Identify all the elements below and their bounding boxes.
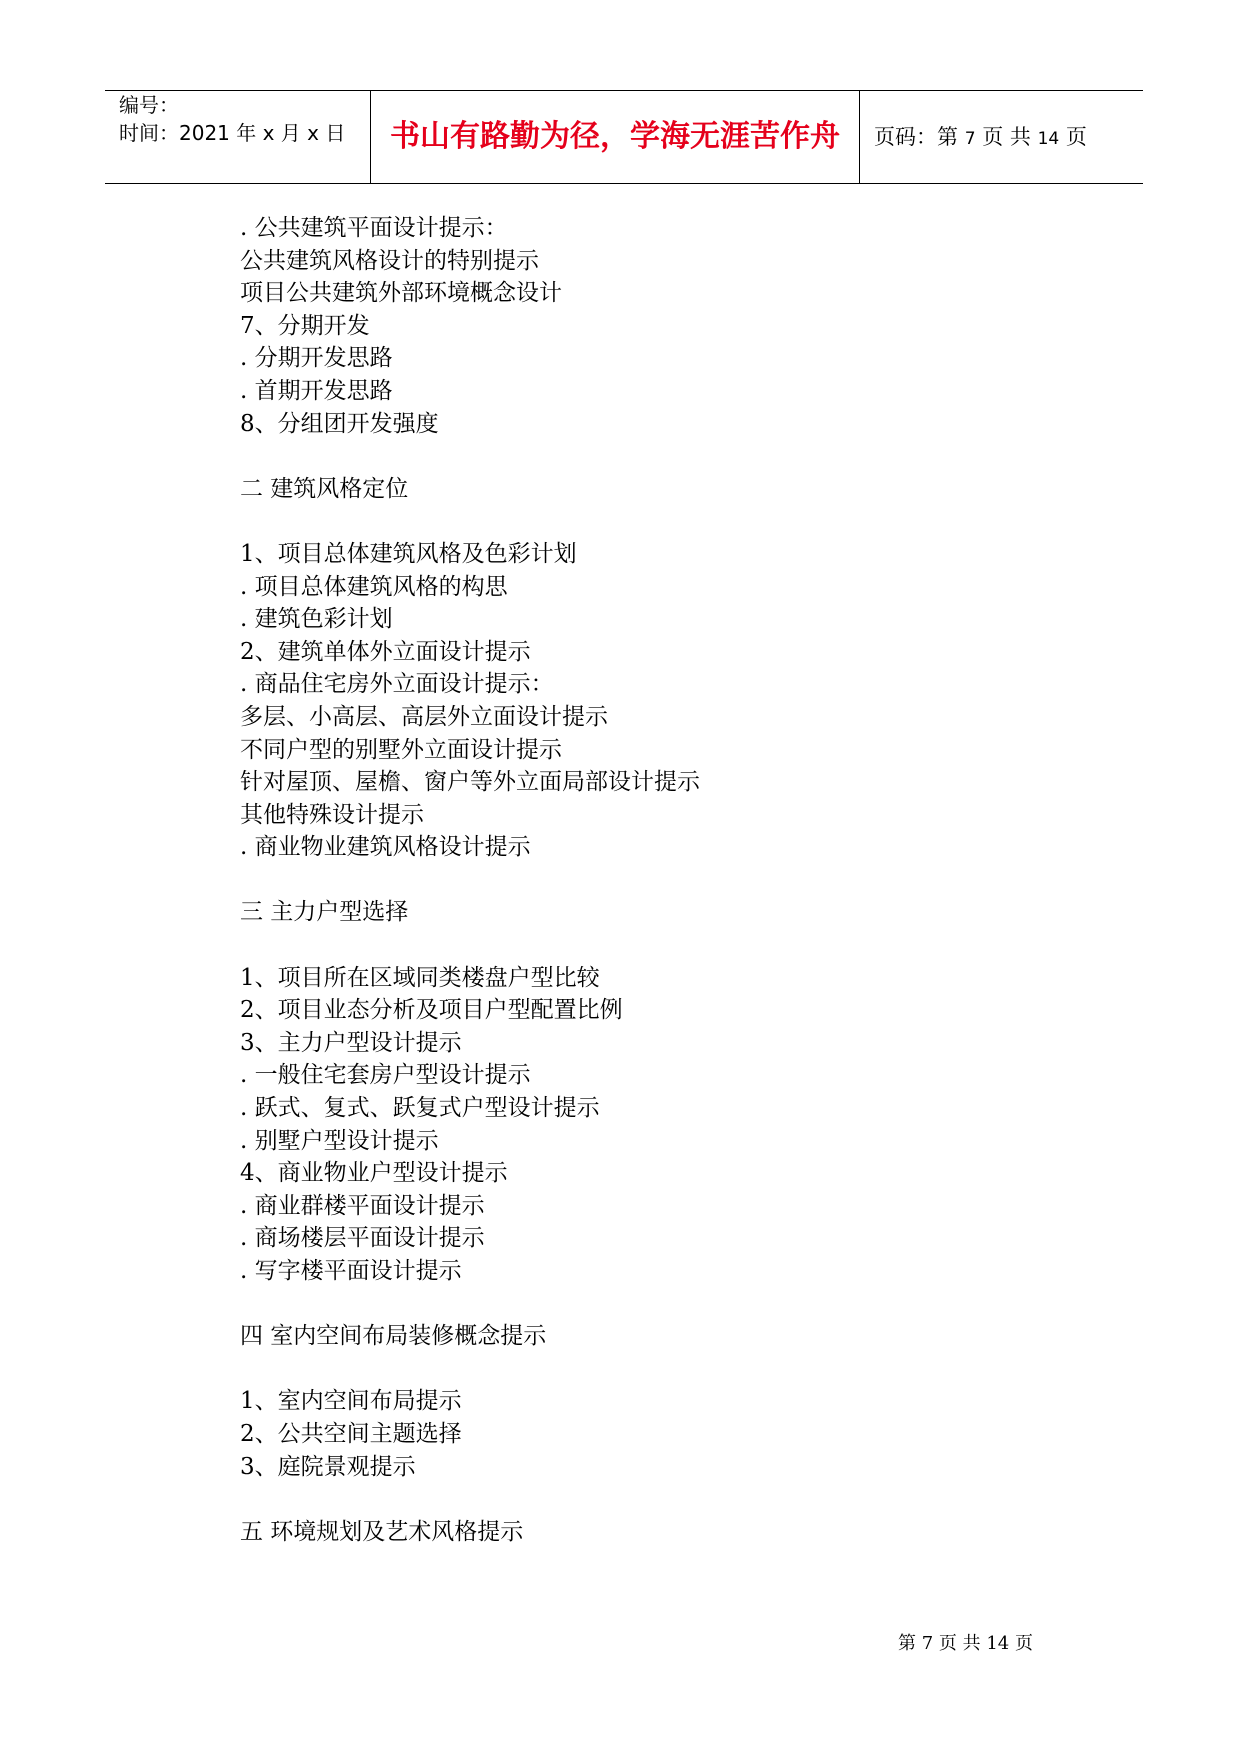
blank-line [240, 929, 1120, 962]
text-line: . 一般住宅套房户型设计提示 [240, 1062, 531, 1089]
text-line: 2、建筑单体外立面设计提示 [240, 638, 531, 665]
text-line: . 商业群楼平面设计提示 [240, 1192, 485, 1219]
blank-line [240, 1483, 1120, 1516]
text-line: 不同户型的别墅外立面设计提示 [240, 736, 562, 763]
text-line: 1、项目所在区域同类楼盘户型比较 [240, 964, 600, 991]
text-line: 二 建筑风格定位 [240, 475, 409, 502]
page-header [105, 90, 1143, 184]
text-line: . 建筑色彩计划 [240, 606, 393, 633]
text-line: . 跃式、复式、跃复式户型设计提示 [240, 1095, 600, 1122]
page-code-middle: 页 共 [982, 125, 1031, 149]
text-line: . 首期开发思路 [240, 377, 393, 404]
text-line: 1、项目总体建筑风格及色彩计划 [240, 540, 577, 567]
text-line: 五 环境规划及艺术风格提示 [240, 1518, 524, 1545]
time-label: 时间：2021 年 x 月 x 日 [119, 121, 346, 145]
blank-line [240, 1353, 1120, 1386]
text-line: 多层、小高层、高层外立面设计提示 [240, 703, 608, 730]
text-line: . 写字楼平面设计提示 [240, 1258, 462, 1284]
text-line: . 公共建筑平面设计提示： [240, 215, 508, 241]
header-left-cell [105, 91, 370, 183]
page-total: 14 [1037, 129, 1060, 149]
text-line: 针对屋顶、屋檐、窗户等外立面局部设计提示 [240, 769, 700, 796]
text-line: 2、公共空间主题选择 [240, 1420, 462, 1447]
text-line: 4、商业物业户型设计提示 [240, 1160, 508, 1187]
text-line: . 商场楼层平面设计提示 [240, 1225, 485, 1252]
text-line: . 项目总体建筑风格的构思 [240, 573, 508, 600]
text-line: 3、主力户型设计提示 [240, 1029, 462, 1056]
document-body [240, 212, 1120, 1548]
blank-line [240, 440, 1120, 473]
page-footer: 第 7 页 共 14 页 [898, 1633, 1033, 1654]
blank-line [240, 1288, 1120, 1321]
text-line: 四 室内空间布局装修概念提示 [240, 1323, 547, 1350]
text-line: 2、项目业态分析及项目户型配置比例 [240, 997, 623, 1024]
page-code-prefix: 页码：第 [874, 125, 958, 149]
serial-number-label: 编号： [119, 93, 179, 117]
text-line: 三 主力户型选择 [240, 899, 409, 926]
text-line: 1、室内空间布局提示 [240, 1388, 462, 1415]
text-line: . 别墅户型设计提示 [240, 1127, 439, 1154]
text-line: . 商业物业建筑风格设计提示 [240, 834, 531, 861]
blank-line [240, 864, 1120, 897]
text-line: 7、分期开发 [240, 312, 370, 339]
header-motto: 书山有路勤为径，学海无涯苦作舟 [390, 119, 840, 154]
header-page-code [874, 122, 1087, 154]
text-line: 其他特殊设计提示 [240, 801, 424, 828]
page-code-suffix: 页 [1065, 125, 1087, 149]
page-current: 7 [964, 129, 976, 149]
header-motto-cell [370, 91, 860, 183]
text-line: 8、分组团开发强度 [240, 410, 439, 437]
text-line: . 分期开发思路 [240, 345, 393, 372]
blank-line [240, 505, 1120, 538]
header-page-cell [860, 91, 1143, 183]
text-line: 项目公共建筑外部环境概念设计 [240, 280, 562, 307]
text-line: 公共建筑风格设计的特别提示 [240, 247, 539, 274]
text-line: 3、庭院景观提示 [240, 1453, 416, 1480]
text-line: . 商品住宅房外立面设计提示： [240, 671, 554, 698]
